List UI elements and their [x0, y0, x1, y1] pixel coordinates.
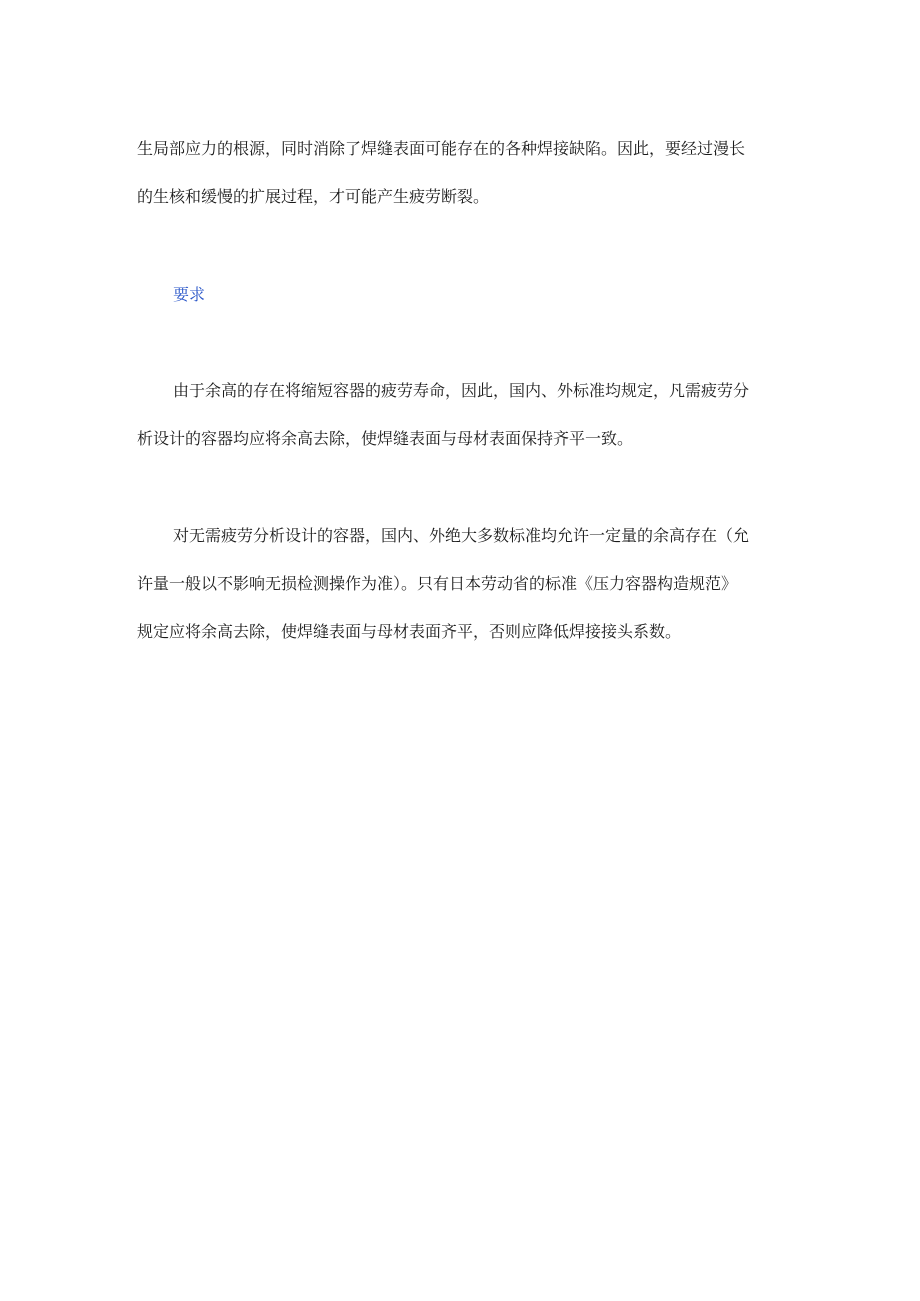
text-line: 许量一般以不影响无损检测操作为准）。只有日本劳动省的标准《压力容器构造规范》 — [137, 574, 738, 593]
paragraph-continuation — [137, 125, 787, 221]
text-line: 生局部应力的根源，同时消除了焊缝表面可能存在的各种焊接缺陷。因此，要经过漫长 — [137, 139, 746, 158]
text-line: 对无需疲劳分析设计的容器，国内、外绝大多数标准均允许一定量的余高存在（允 — [173, 526, 750, 545]
text-line: 规定应将余高去除，使焊缝表面与母材表面齐平，否则应降低焊接接头系数。 — [137, 622, 682, 641]
text-line: 由于余高的存在将缩短容器的疲劳寿命，因此，国内、外标准均规定，凡需疲劳分 — [173, 381, 750, 400]
paragraph-requirement-fatigue — [137, 367, 787, 463]
text-line: 析设计的容器均应将余高去除，使焊缝表面与母材表面保持齐平一致。 — [137, 429, 634, 448]
text-line: 的生核和缓慢的扩展过程，才可能产生疲劳断裂。 — [137, 187, 490, 206]
section-heading: 要求 — [173, 285, 206, 304]
paragraph-requirement-non-fatigue — [137, 512, 787, 656]
